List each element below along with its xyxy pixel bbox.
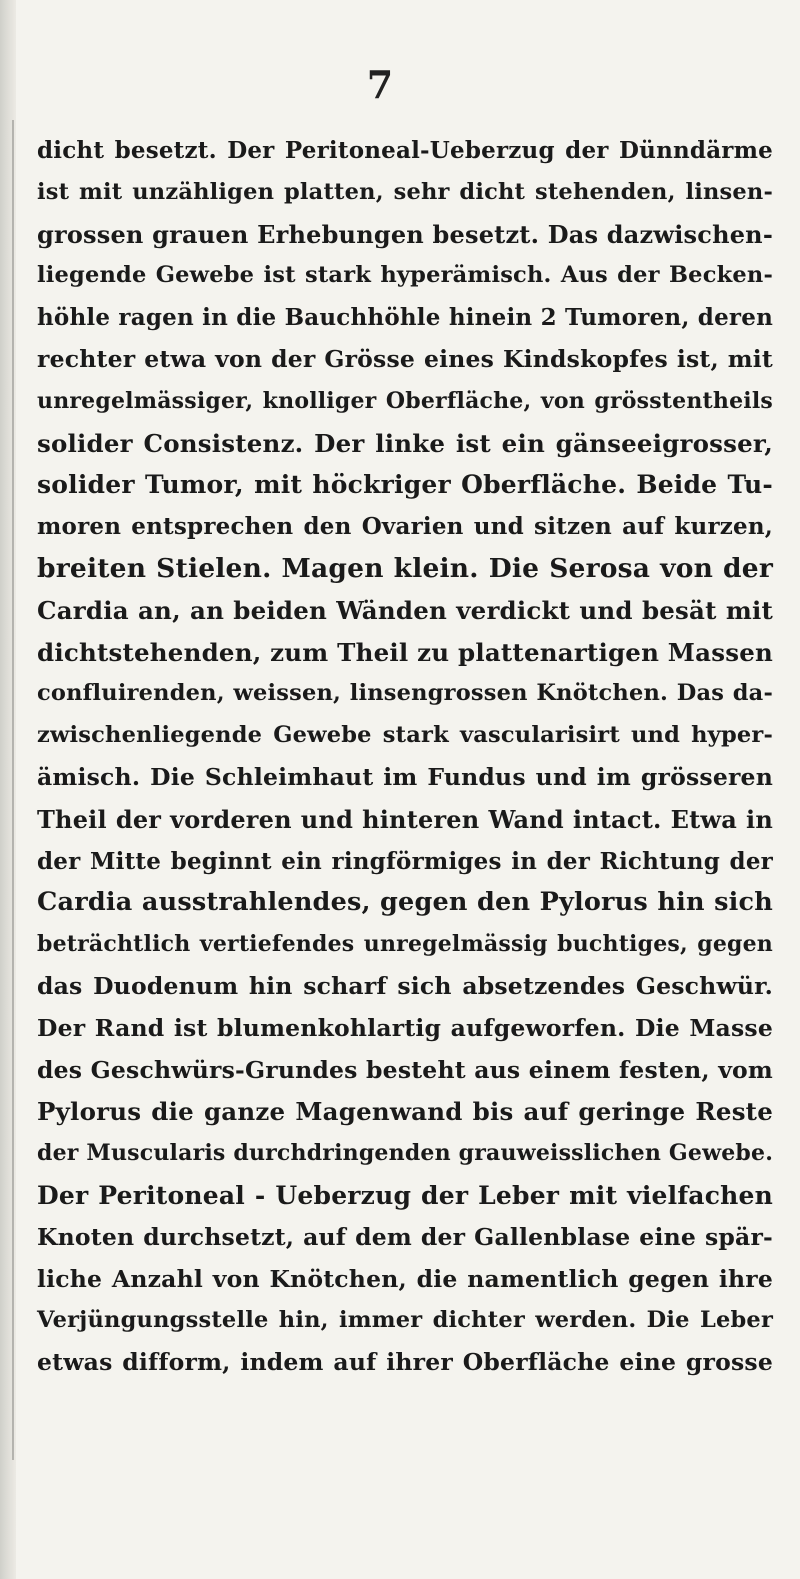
text-line: höhle ragen in die Bauchhöhle hinein 2 Tumoren, deren [37, 304, 773, 332]
text-line: solider Tumor, mit höckriger Oberfläche. Beide Tu- [37, 470, 773, 500]
text-line: dicht besetzt. Der Peritoneal-Ueberzug der Dünndärme [37, 137, 773, 164]
text-line: confluirenden, weissen, linsengrossen Knötchen. Das da- [37, 680, 773, 707]
text-line: des Geschwürs-Grundes besteht aus einem festen, vom [37, 1055, 773, 1084]
text-line: liche Anzahl von Knötchen, die namentlich gegen ihre [37, 1264, 773, 1293]
text-line: Pylorus die ganze Magenwand bis auf geringe Reste [37, 1097, 773, 1127]
text-line: rechter etwa von der Grösse eines Kindskopfes ist, mit [37, 344, 773, 373]
text-line: ist mit unzähligen platten, sehr dicht stehenden, linsen- [37, 178, 773, 205]
text-line: unregelmässiger, knolliger Oberfläche, von grösstentheils [37, 387, 773, 414]
text-line: Verjüngungsstelle hin, immer dichter werden. Die Leber [37, 1307, 773, 1334]
page-gutter [0, 0, 16, 1579]
text-line: Der Peritoneal - Ueberzug der Leber mit vielfachen [37, 1180, 773, 1210]
text-line: Knoten durchsetzt, auf dem der Gallenblase eine spär- [37, 1222, 773, 1251]
text-line: dichtstehenden, zum Theil zu plattenartigen Massen [37, 637, 773, 667]
text-line: der Mitte beginnt ein ringförmiges in der Richtung der [37, 847, 773, 875]
body-text [37, 130, 773, 1384]
text-line: grossen grauen Erhebungen besetzt. Das dazwischen- [37, 219, 773, 249]
text-line: ämisch. Die Schleimhaut im Fundus und im grösseren [37, 762, 773, 791]
text-line: liegende Gewebe ist stark hyperämisch. Aus der Becken- [37, 262, 773, 289]
text-line: breiten Stielen. Magen klein. Die Serosa von der [37, 552, 773, 584]
text-line: der Muscularis durchdringenden grauweisslichen Gewebe. [37, 1140, 774, 1167]
text-line: beträchtlich vertiefendes unregelmässig buchtiges, gegen [37, 931, 773, 958]
text-line: zwischenliegende Gewebe stark vascularisirt und hyper- [37, 722, 773, 749]
text-line: das Duodenum hin scharf sich absetzendes Geschwür. [37, 971, 773, 1000]
text-line: moren entsprechen den Ovarien und sitzen auf kurzen, [37, 513, 773, 541]
text-line: Der Rand ist blumenkohlartig aufgeworfen. Die Masse [37, 1013, 773, 1042]
text-line: Theil der vorderen und hinteren Wand intact. Etwa in [37, 804, 773, 834]
text-line: Cardia an, an beiden Wänden verdickt und besät mit [37, 595, 773, 625]
text-line: Cardia ausstrahlendes, gegen den Pylorus hin sich [37, 887, 773, 918]
binding-edge [12, 120, 14, 1460]
text-line: etwas difform, indem auf ihrer Oberfläche eine grosse [37, 1348, 773, 1377]
text-line: solider Consistenz. Der linke ist ein gänseeigrosser, [37, 428, 773, 458]
page-number: 7 [366, 62, 394, 107]
